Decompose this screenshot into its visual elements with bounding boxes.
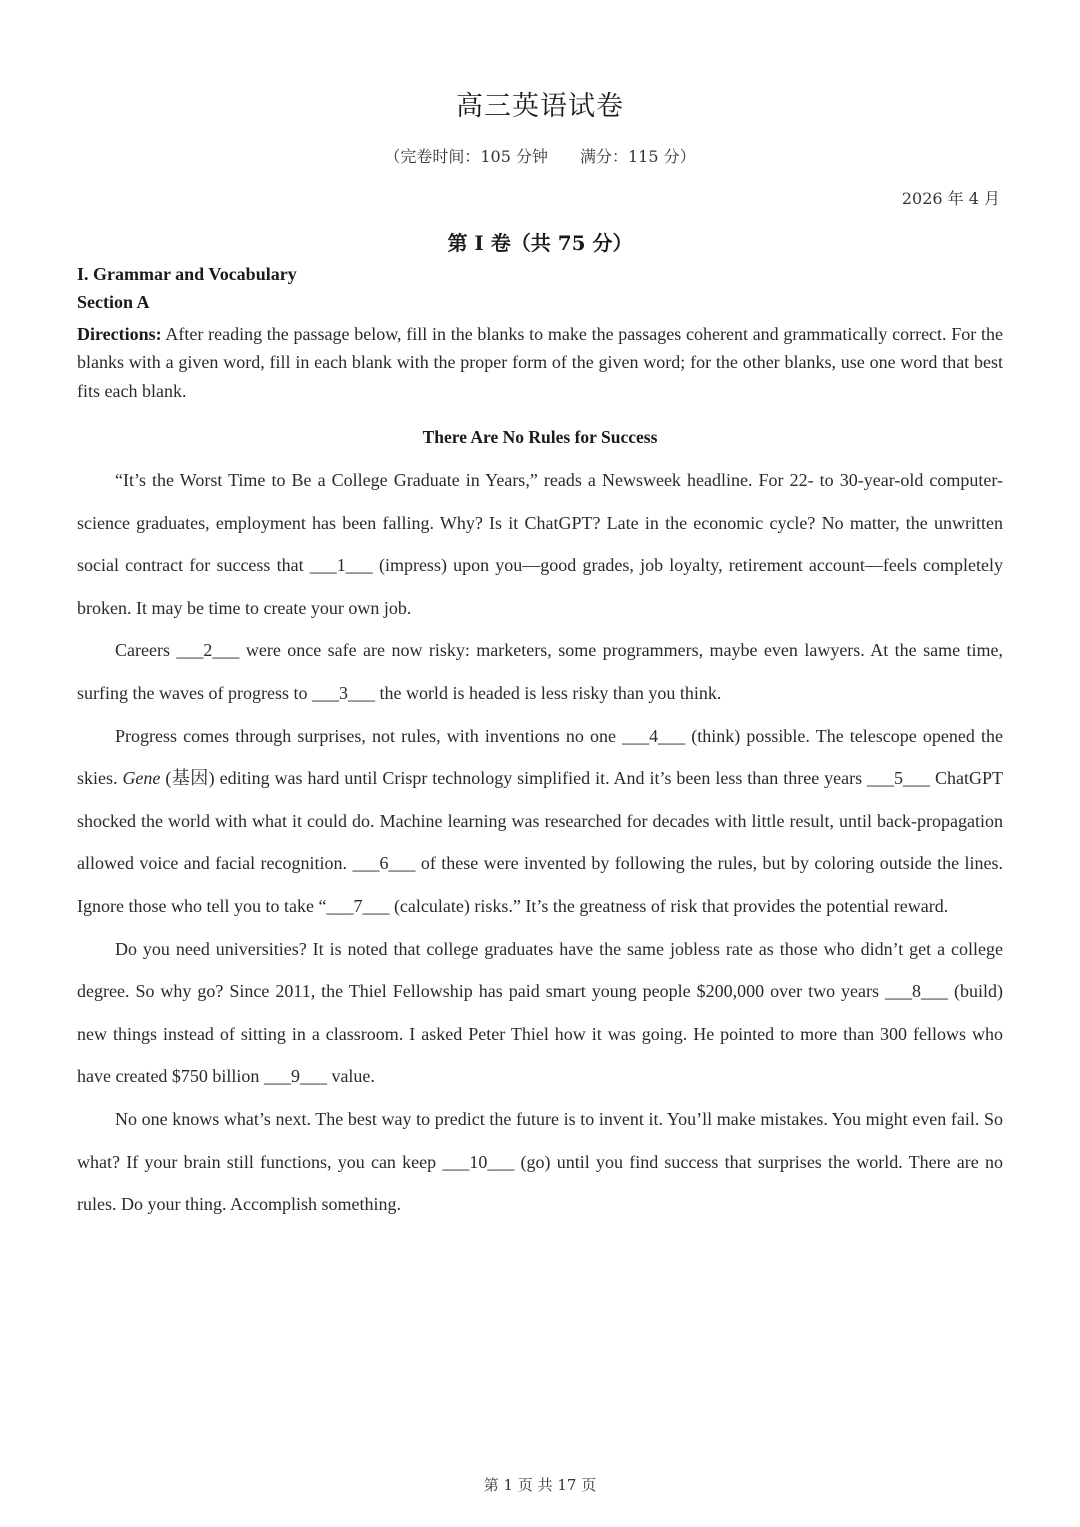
part-title: 第 I 卷（共 75 分） (447, 231, 633, 255)
page-title: 高三英语试卷 (456, 91, 624, 122)
blank-7: ___7___ (326, 895, 390, 916)
blank-4: ___4___ (622, 725, 686, 746)
blank-6: ___6___ (352, 853, 416, 874)
blank-10: ___10___ (442, 1151, 515, 1172)
paragraph-3: Progress comes through surprises, not rules, with inventions no one ___4___ (think) possible. The telescope opened the skies. Gene (基因) editing was hard until Crispr technology simplified it. And it’s been less than three years ___5___ ChatGPT shocked the world with what it could do. Machine learning was researched for decades with little result, until back-propagation allowed voice and facial recognition. ___6___ of these were invented by following the rules, but by coloring outside the lines. Ignore those who tell you to take “___7___ (calculate) risks.” It’s the greatness of risk that provides the potential reward. (77, 725, 1004, 916)
exam-info: （完卷时间：105 分钟 满分：115 分） (384, 147, 696, 166)
blank-1: ___1___ (309, 555, 373, 576)
blank-2: ___2___ (176, 640, 240, 661)
blank-3: ___3___ (311, 682, 375, 703)
page-number: 第 1 页 共 17 页 (483, 1476, 597, 1494)
paragraph-1: “It’s the Worst Time to Be a College Graduate in Years,” reads a Newsweek headline. For 22- to 30-year-old computer-science graduates, employment has been falling. Why? Is it ChatGPT? Late in the economic cycle? No matter, the unwritten social contract for success that ___1___ (impress) upon you—good grades, job loyalty, retirement account—feels completely broken. It may be time to create your own job. (77, 470, 1003, 618)
directions-label: Directions: (77, 324, 162, 344)
blank-8: ___8___ (885, 981, 949, 1002)
paragraph-2: Careers ___2___ were once safe are now risky: marketers, some programmers, maybe even lawyers. At the same time, surfing the waves of progress to ___3___ the world is headed is less risky than you think. (77, 640, 1003, 703)
paragraph-5: No one knows what’s next. The best way to predict the future is to invent it. You’ll make mistakes. You might even fail. So what? If your brain still functions, you can keep ___10___ (go) until you find success that surprises the world. There are no rules. Do your thing. Accomplish something. (77, 1108, 1003, 1215)
directions (77, 320, 1003, 405)
directions-text: After reading the passage below, fill in the blanks to make the passages coherent and grammatically correct. For the blanks with a given word, fill in each blank with the proper form of the given word; for the other blanks, use one word that best fits each blank. (77, 324, 1003, 401)
paragraph-4: Do you need universities? It is noted that college graduates have the same jobless rate as those who didn’t get a college degree. So why go? Since 2011, the Thiel Fellowship has paid smart young people $200,000 over two years ___8___ (build) new things instead of sitting in a classroom. I asked Peter Thiel how it was going. He pointed to more than 300 fellows who have created $750 billion ___9___ value. (77, 938, 1004, 1087)
section-subheading: Section A (77, 292, 150, 312)
passage-body (77, 459, 1003, 1226)
passage-title: There Are No Rules for Success (422, 427, 658, 447)
italic-gene: Gene (122, 768, 161, 789)
section-heading: I. Grammar and Vocabulary (77, 264, 297, 284)
blank-5: ___5___ (867, 768, 931, 789)
blank-9: ___9___ (263, 1066, 327, 1087)
exam-date: 2026 年 4 月 (901, 189, 1000, 208)
